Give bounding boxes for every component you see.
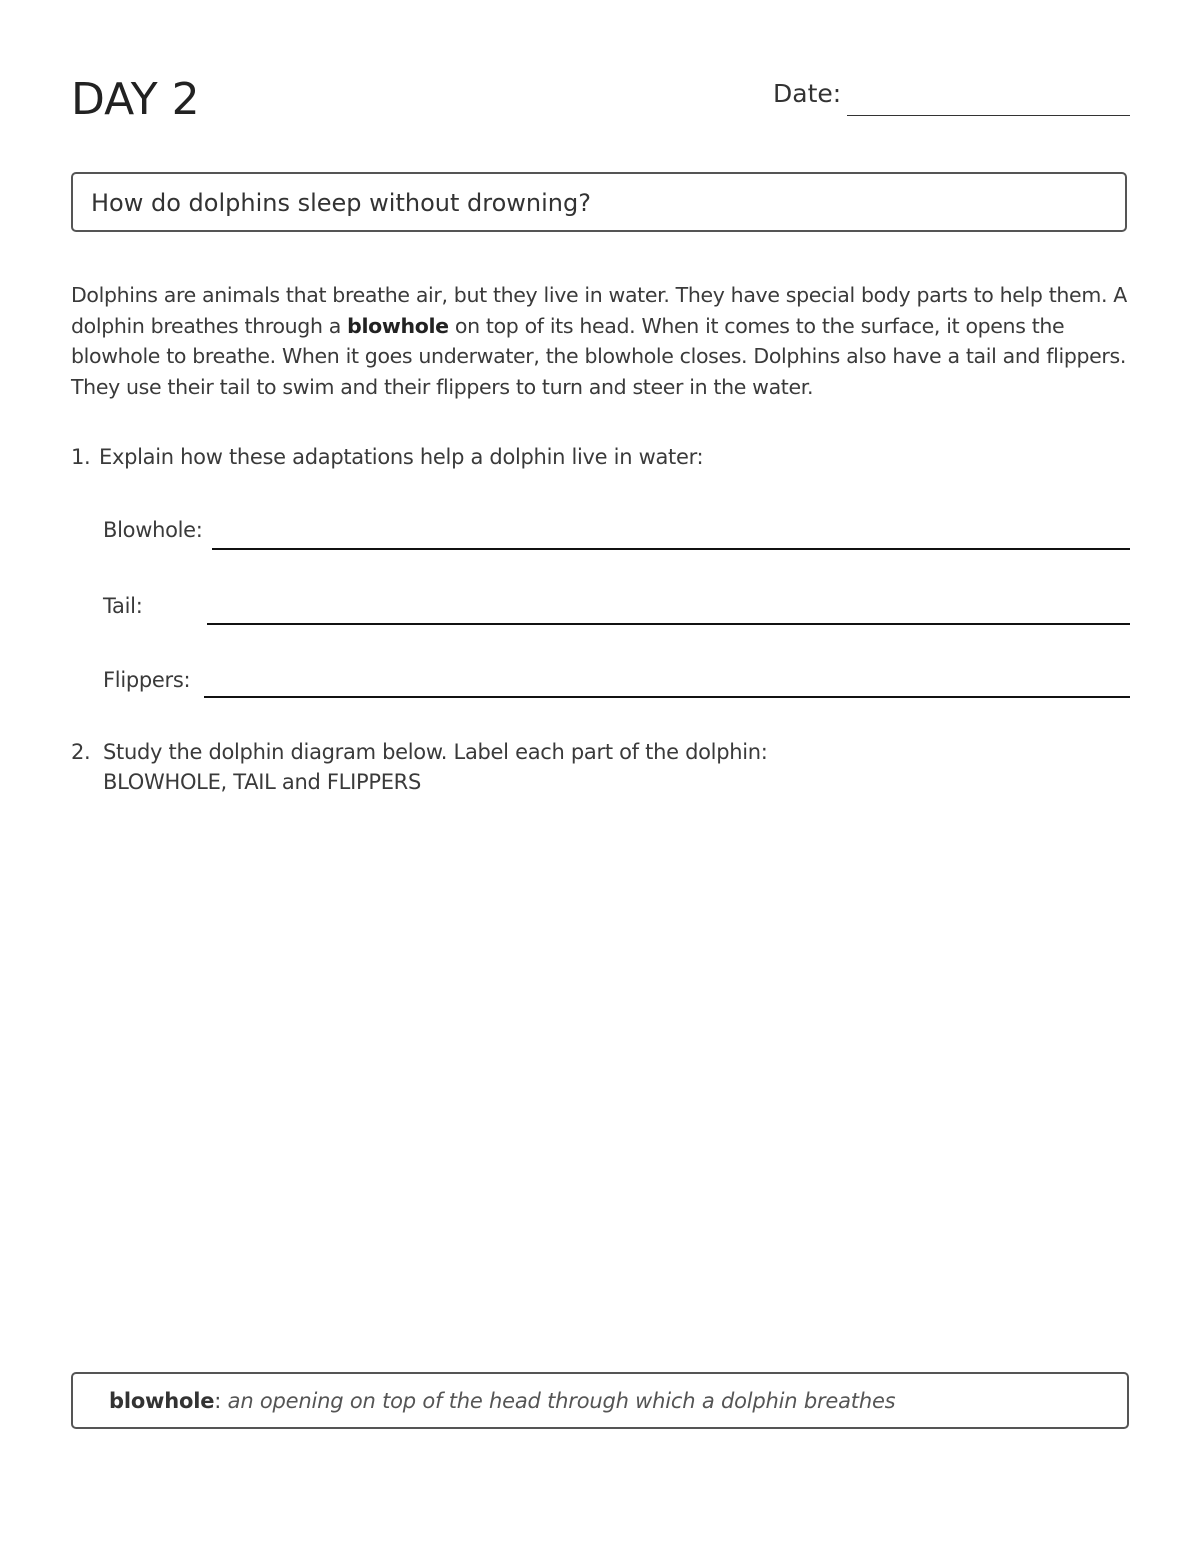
answer-row-flippers[interactable] xyxy=(103,665,1130,705)
glossary-box xyxy=(71,1372,1129,1429)
question-1-text: Explain how these adaptations help a dolphin live in water: xyxy=(99,445,704,469)
question-2 xyxy=(71,738,768,797)
glossary-entry xyxy=(109,1387,895,1415)
glossary-definition: an opening on top of the head through which a dolphin breathes xyxy=(221,1389,896,1413)
date-write-line[interactable] xyxy=(847,115,1130,116)
question-box xyxy=(71,172,1127,232)
date-label: Date: xyxy=(773,79,842,108)
question-2-number: 2. xyxy=(71,740,91,764)
passage-text-end: on top of its head. When it comes to the surface, it opens the blowhole to breathe. When it goes underwater, the blowhole closes. Dolphins also have a tail and flippers. They use their tail to swim and their flippers to turn and steer in the water. xyxy=(71,313,1127,400)
passage-text-start: Dolphins are animals that breathe air, but they live in water. They have special body parts to help them. A dolphin breathes through a xyxy=(71,283,1127,338)
glossary-colon: : xyxy=(214,1389,222,1413)
question-2-text: Study the dolphin diagram below. Label each part of the dolphin: xyxy=(103,740,768,764)
answer-line-flippers[interactable] xyxy=(204,696,1130,698)
passage-bold-term: blowhole xyxy=(347,313,449,338)
answer-row-tail[interactable] xyxy=(103,591,1130,631)
glossary-term: blowhole xyxy=(109,1389,215,1413)
answer-label-blowhole: Blowhole: xyxy=(103,518,203,542)
question-2-label-list: BLOWHOLE, TAIL and FLIPPERS xyxy=(103,769,421,794)
diagram-area[interactable] xyxy=(71,810,1129,1350)
question-1 xyxy=(71,442,703,472)
page-title: DAY 2 xyxy=(71,74,200,125)
question-text: How do dolphins sleep without drowning? xyxy=(91,189,591,217)
answer-line-blowhole[interactable] xyxy=(212,548,1130,550)
date-field[interactable] xyxy=(773,78,1130,118)
answer-label-flippers: Flippers: xyxy=(103,668,191,692)
answer-row-blowhole[interactable] xyxy=(103,515,1130,555)
answer-line-tail[interactable] xyxy=(207,623,1130,625)
answer-label-tail: Tail: xyxy=(103,594,143,618)
question-1-number: 1. xyxy=(71,445,91,469)
reading-passage xyxy=(71,280,1136,403)
